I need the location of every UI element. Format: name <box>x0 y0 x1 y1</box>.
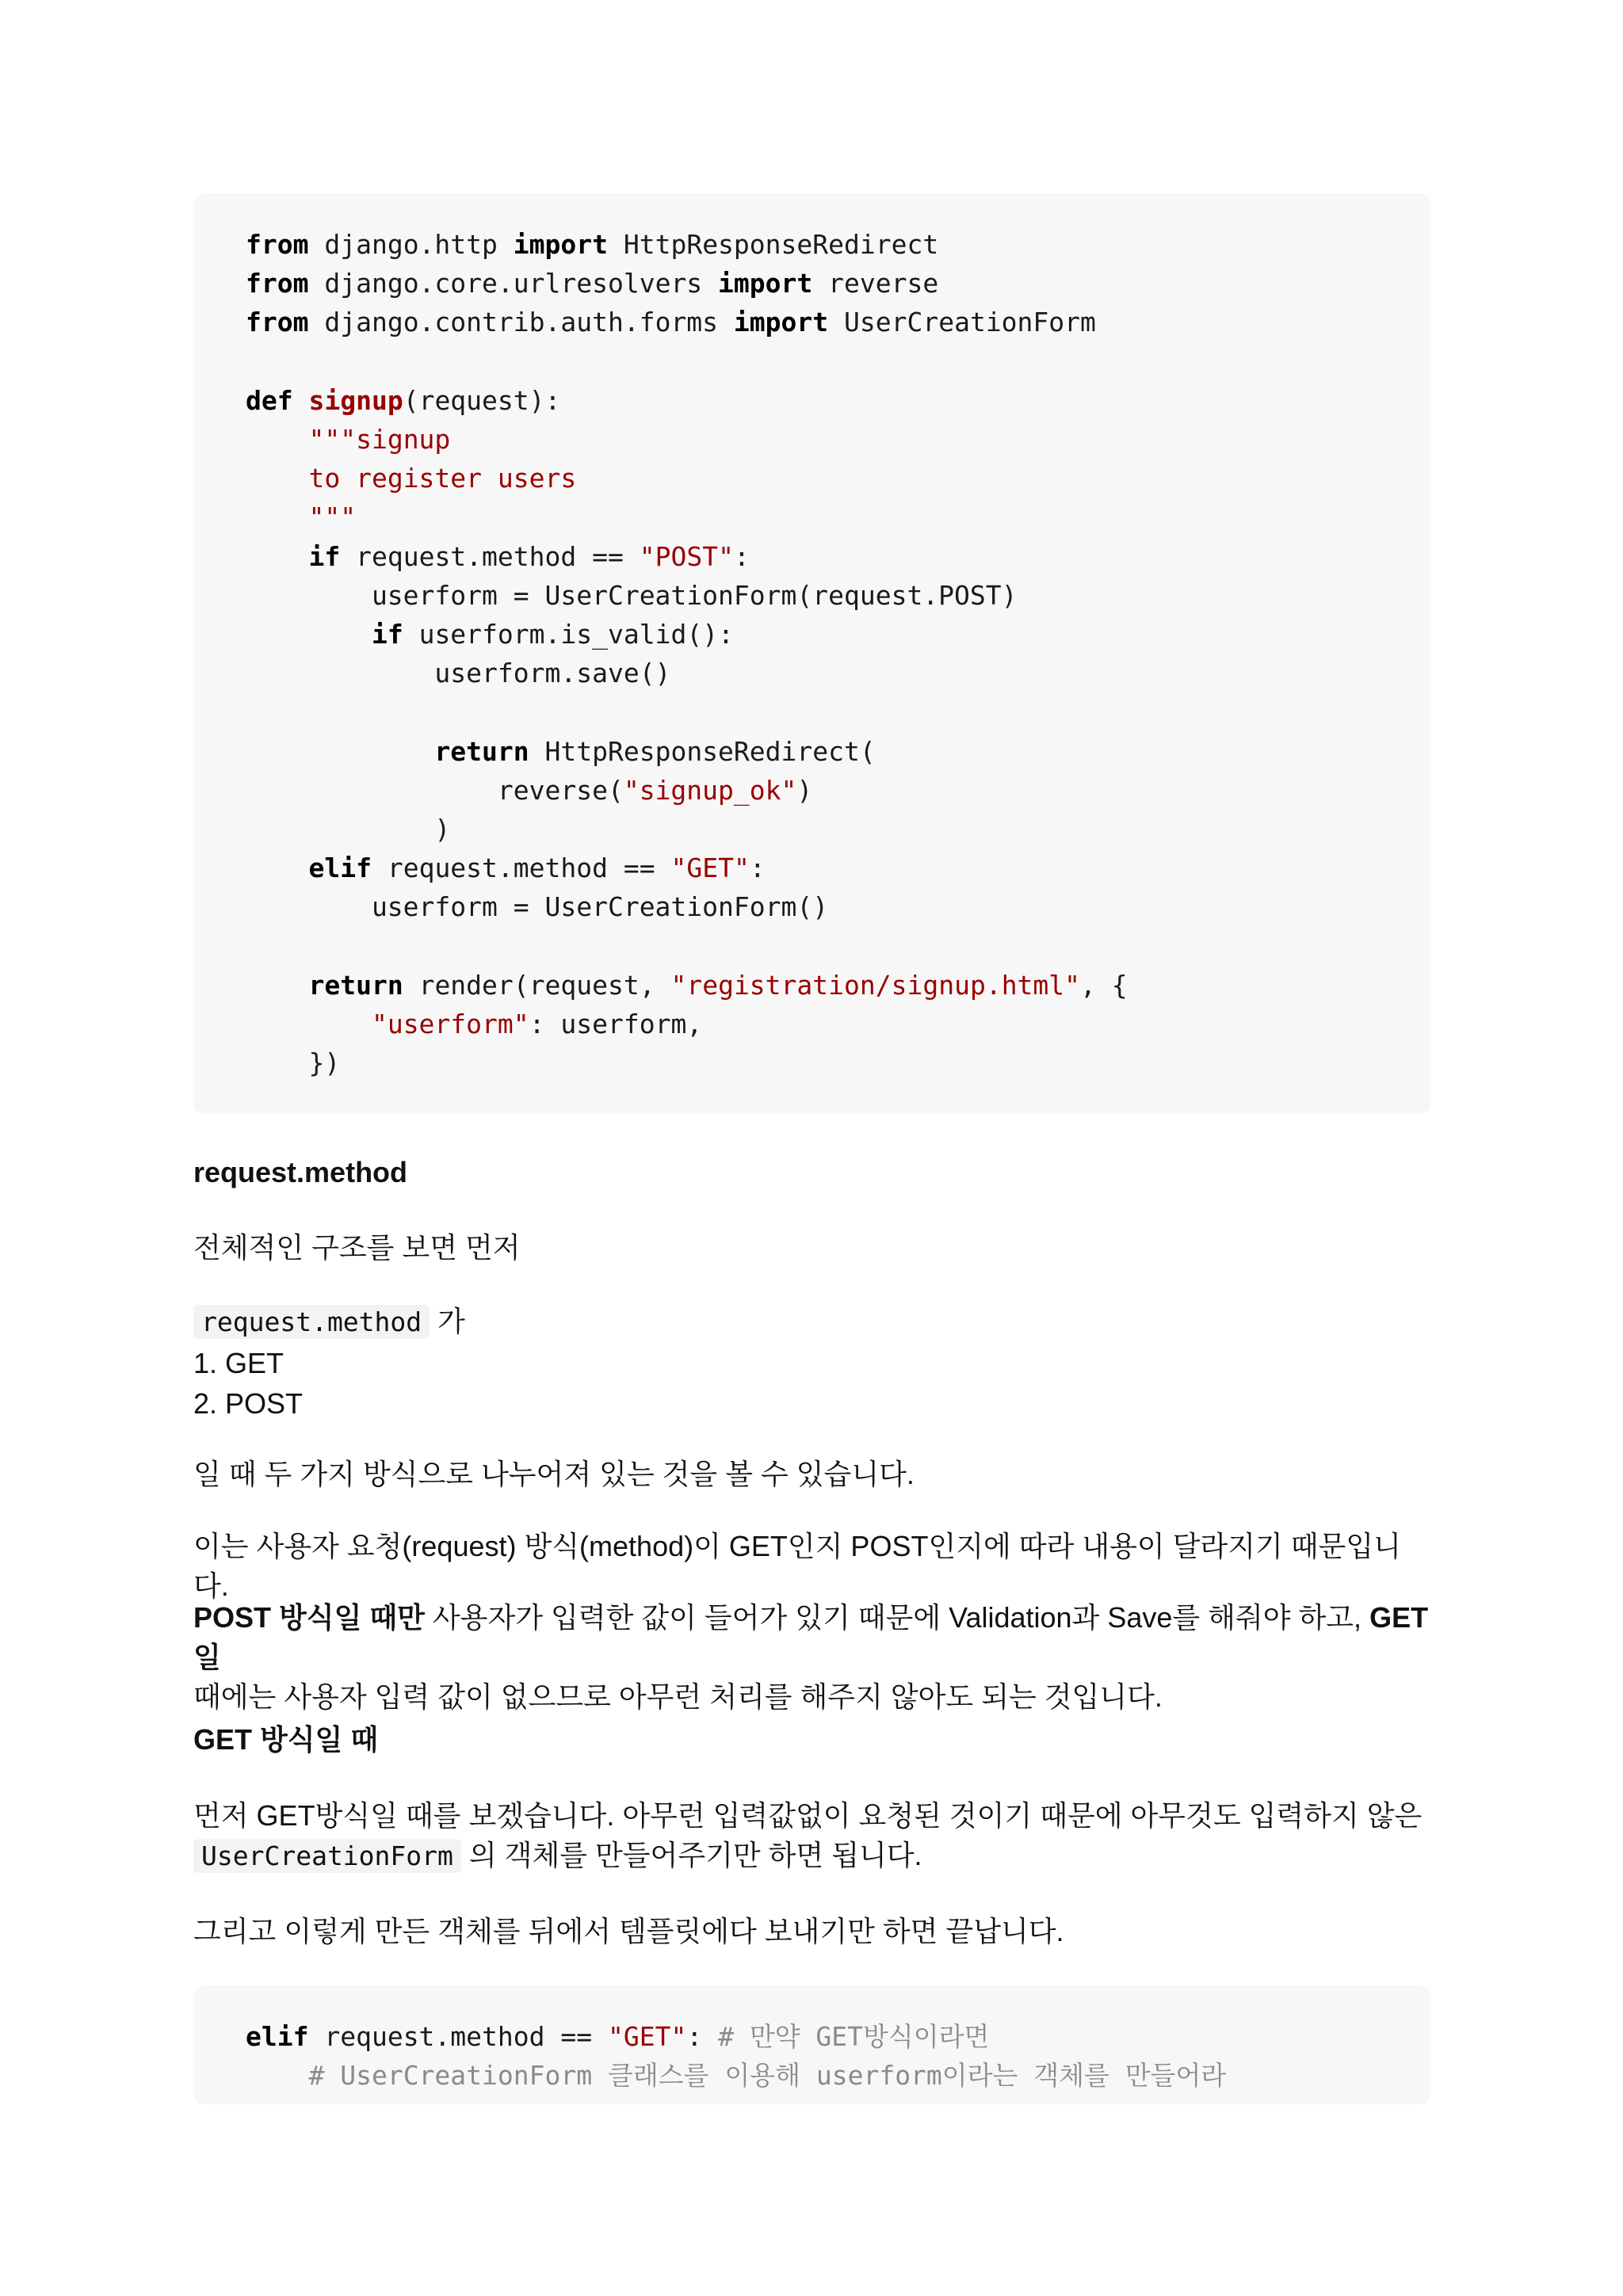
list-item-post: 2. POST <box>193 1387 304 1420</box>
code-token: django.http <box>308 229 514 260</box>
code-listing <box>246 2017 1226 2095</box>
code-token: reverse <box>812 268 939 299</box>
code-keyword: from <box>246 307 309 338</box>
code-string: """signup <box>308 424 451 456</box>
code-token: userform = UserCreationForm() <box>246 891 829 923</box>
code-block-get-branch <box>193 1985 1431 2104</box>
code-line <box>246 736 876 767</box>
code-line <box>246 385 560 416</box>
code-string: "signup_ok" <box>623 774 797 806</box>
code-token <box>246 541 308 572</box>
code-token: render(request, <box>403 969 671 1001</box>
code-token: HttpResponseRedirect <box>607 229 939 260</box>
code-token: reverse( <box>246 774 624 806</box>
code-keyword: def <box>246 384 293 416</box>
code-line <box>246 580 1018 611</box>
paragraph-get-explain <box>193 1796 1430 1876</box>
code-keyword: import <box>513 229 608 260</box>
code-line <box>246 307 1096 338</box>
code-token <box>246 424 308 455</box>
code-token: , { <box>1080 969 1128 1001</box>
code-keyword: import <box>733 307 829 338</box>
code-token <box>246 852 308 883</box>
code-string: to register users <box>308 463 577 494</box>
code-token: userform.save() <box>246 658 671 689</box>
text-segment: 때에는 사용자 입력 값이 없으므로 아무런 처리를 해주지 않아도 되는 것입니다. <box>193 1680 1163 1713</box>
code-block-signup-view <box>193 193 1431 1114</box>
code-token <box>246 502 308 532</box>
code-keyword: if <box>308 540 341 572</box>
paragraph-two-ways: 일 때 두 가지 방식으로 나누어져 있는 것을 볼 수 있습니다. <box>193 1458 915 1490</box>
inline-code-usercreationform: UserCreationForm <box>193 1839 461 1873</box>
code-string: """ <box>308 502 357 533</box>
code-token: }) <box>246 1047 341 1079</box>
code-token <box>246 619 372 650</box>
code-function-name: signup <box>308 384 403 416</box>
code-token: : <box>733 540 750 572</box>
code-token: request.method == <box>371 852 671 884</box>
bold-post-phrase: POST 방식일 때만 <box>193 1601 425 1634</box>
code-keyword: from <box>246 268 309 299</box>
text-segment: 먼저 GET방식일 때를 보겠습니다. 아무런 입력값없이 요청된 것이기 때문에 아무것도 입력하지 않은 <box>193 1799 1423 1832</box>
code-token: django.core.urlresolvers <box>308 268 719 299</box>
paragraph-method-list <box>193 1302 1430 1342</box>
code-string: "userform" <box>371 1009 529 1040</box>
code-keyword: if <box>371 619 403 650</box>
code-line <box>246 619 734 650</box>
inline-code-request-method: request.method <box>193 1305 430 1339</box>
code-line <box>246 2060 1226 2091</box>
text-segment: 의 객체를 만들어주기만 하면 됩니다. <box>460 1839 922 1871</box>
code-comment: # 만약 GET방식이라면 <box>718 2021 990 2052</box>
code-keyword: return <box>308 969 403 1001</box>
code-keyword: elif <box>308 852 372 884</box>
particle-text: 가 <box>430 1305 465 1337</box>
code-line <box>246 268 938 299</box>
code-token <box>246 463 308 494</box>
bold-get-phrase: GET일 <box>193 1601 1429 1673</box>
code-line <box>246 970 1128 1001</box>
code-string: "GET" <box>670 852 750 884</box>
code-token: : <box>749 852 766 884</box>
code-token: HttpResponseRedirect( <box>529 735 876 767</box>
code-token: (request): <box>403 384 561 416</box>
code-token: request.method == <box>308 2021 608 2052</box>
code-token <box>293 385 309 416</box>
code-token: ) <box>246 814 451 845</box>
section-heading-get: GET 방식일 때 <box>193 1723 379 1756</box>
paragraph-intro: 전체적인 구조를 보면 먼저 <box>193 1231 521 1264</box>
code-line <box>246 502 356 532</box>
code-token: userform = UserCreationForm(request.POST) <box>246 579 1018 611</box>
code-token: request.method == <box>340 540 640 572</box>
code-line <box>246 2021 989 2052</box>
code-token: UserCreationForm <box>828 307 1096 338</box>
code-line <box>246 852 766 883</box>
code-token: ) <box>796 774 813 806</box>
code-line <box>246 1009 702 1039</box>
code-token: userform.is_valid(): <box>403 619 734 650</box>
code-line <box>246 541 750 572</box>
code-keyword: elif <box>246 2021 309 2052</box>
code-line <box>246 658 670 688</box>
code-line <box>246 424 450 455</box>
code-line <box>246 775 812 806</box>
code-token <box>246 2060 308 2091</box>
code-string: "GET" <box>607 2021 687 2052</box>
code-token: : userform, <box>529 1009 703 1040</box>
code-keyword: import <box>718 268 813 299</box>
code-line <box>246 891 828 922</box>
code-listing <box>246 225 1128 1082</box>
code-line <box>246 1047 340 1078</box>
text-segment: 사용자가 입력한 값이 들어가 있기 때문에 Validation과 Save를 해줘야 하고, <box>424 1601 1370 1634</box>
code-token <box>246 1009 372 1039</box>
section-heading-request-method: request.method <box>193 1156 408 1188</box>
paragraph-reason: 이는 사용자 요청(request) 방식(method)이 GET인지 POST인지에 따라 내용이 달라지기 때문입니다. <box>193 1530 1401 1602</box>
code-line <box>246 229 938 260</box>
code-keyword: return <box>434 735 529 767</box>
code-token: : <box>686 2021 719 2052</box>
code-string: "POST" <box>639 540 734 572</box>
code-string: "registration/signup.html" <box>670 969 1081 1001</box>
code-comment: # UserCreationForm 클래스를 이용해 userform이라는 객체를 만들어라 <box>308 2060 1227 2092</box>
paragraph-post-get-explain <box>193 1598 1430 1717</box>
paragraph-send-template: 그리고 이렇게 만든 객체를 뒤에서 템플릿에다 보내기만 하면 끝납니다. <box>193 1915 1064 1947</box>
code-line <box>246 463 576 494</box>
code-token <box>246 970 308 1001</box>
list-item-get: 1. GET <box>193 1347 285 1379</box>
code-line <box>246 814 450 845</box>
code-keyword: from <box>246 229 309 260</box>
code-token <box>246 736 434 767</box>
code-token: django.contrib.auth.forms <box>308 307 734 338</box>
